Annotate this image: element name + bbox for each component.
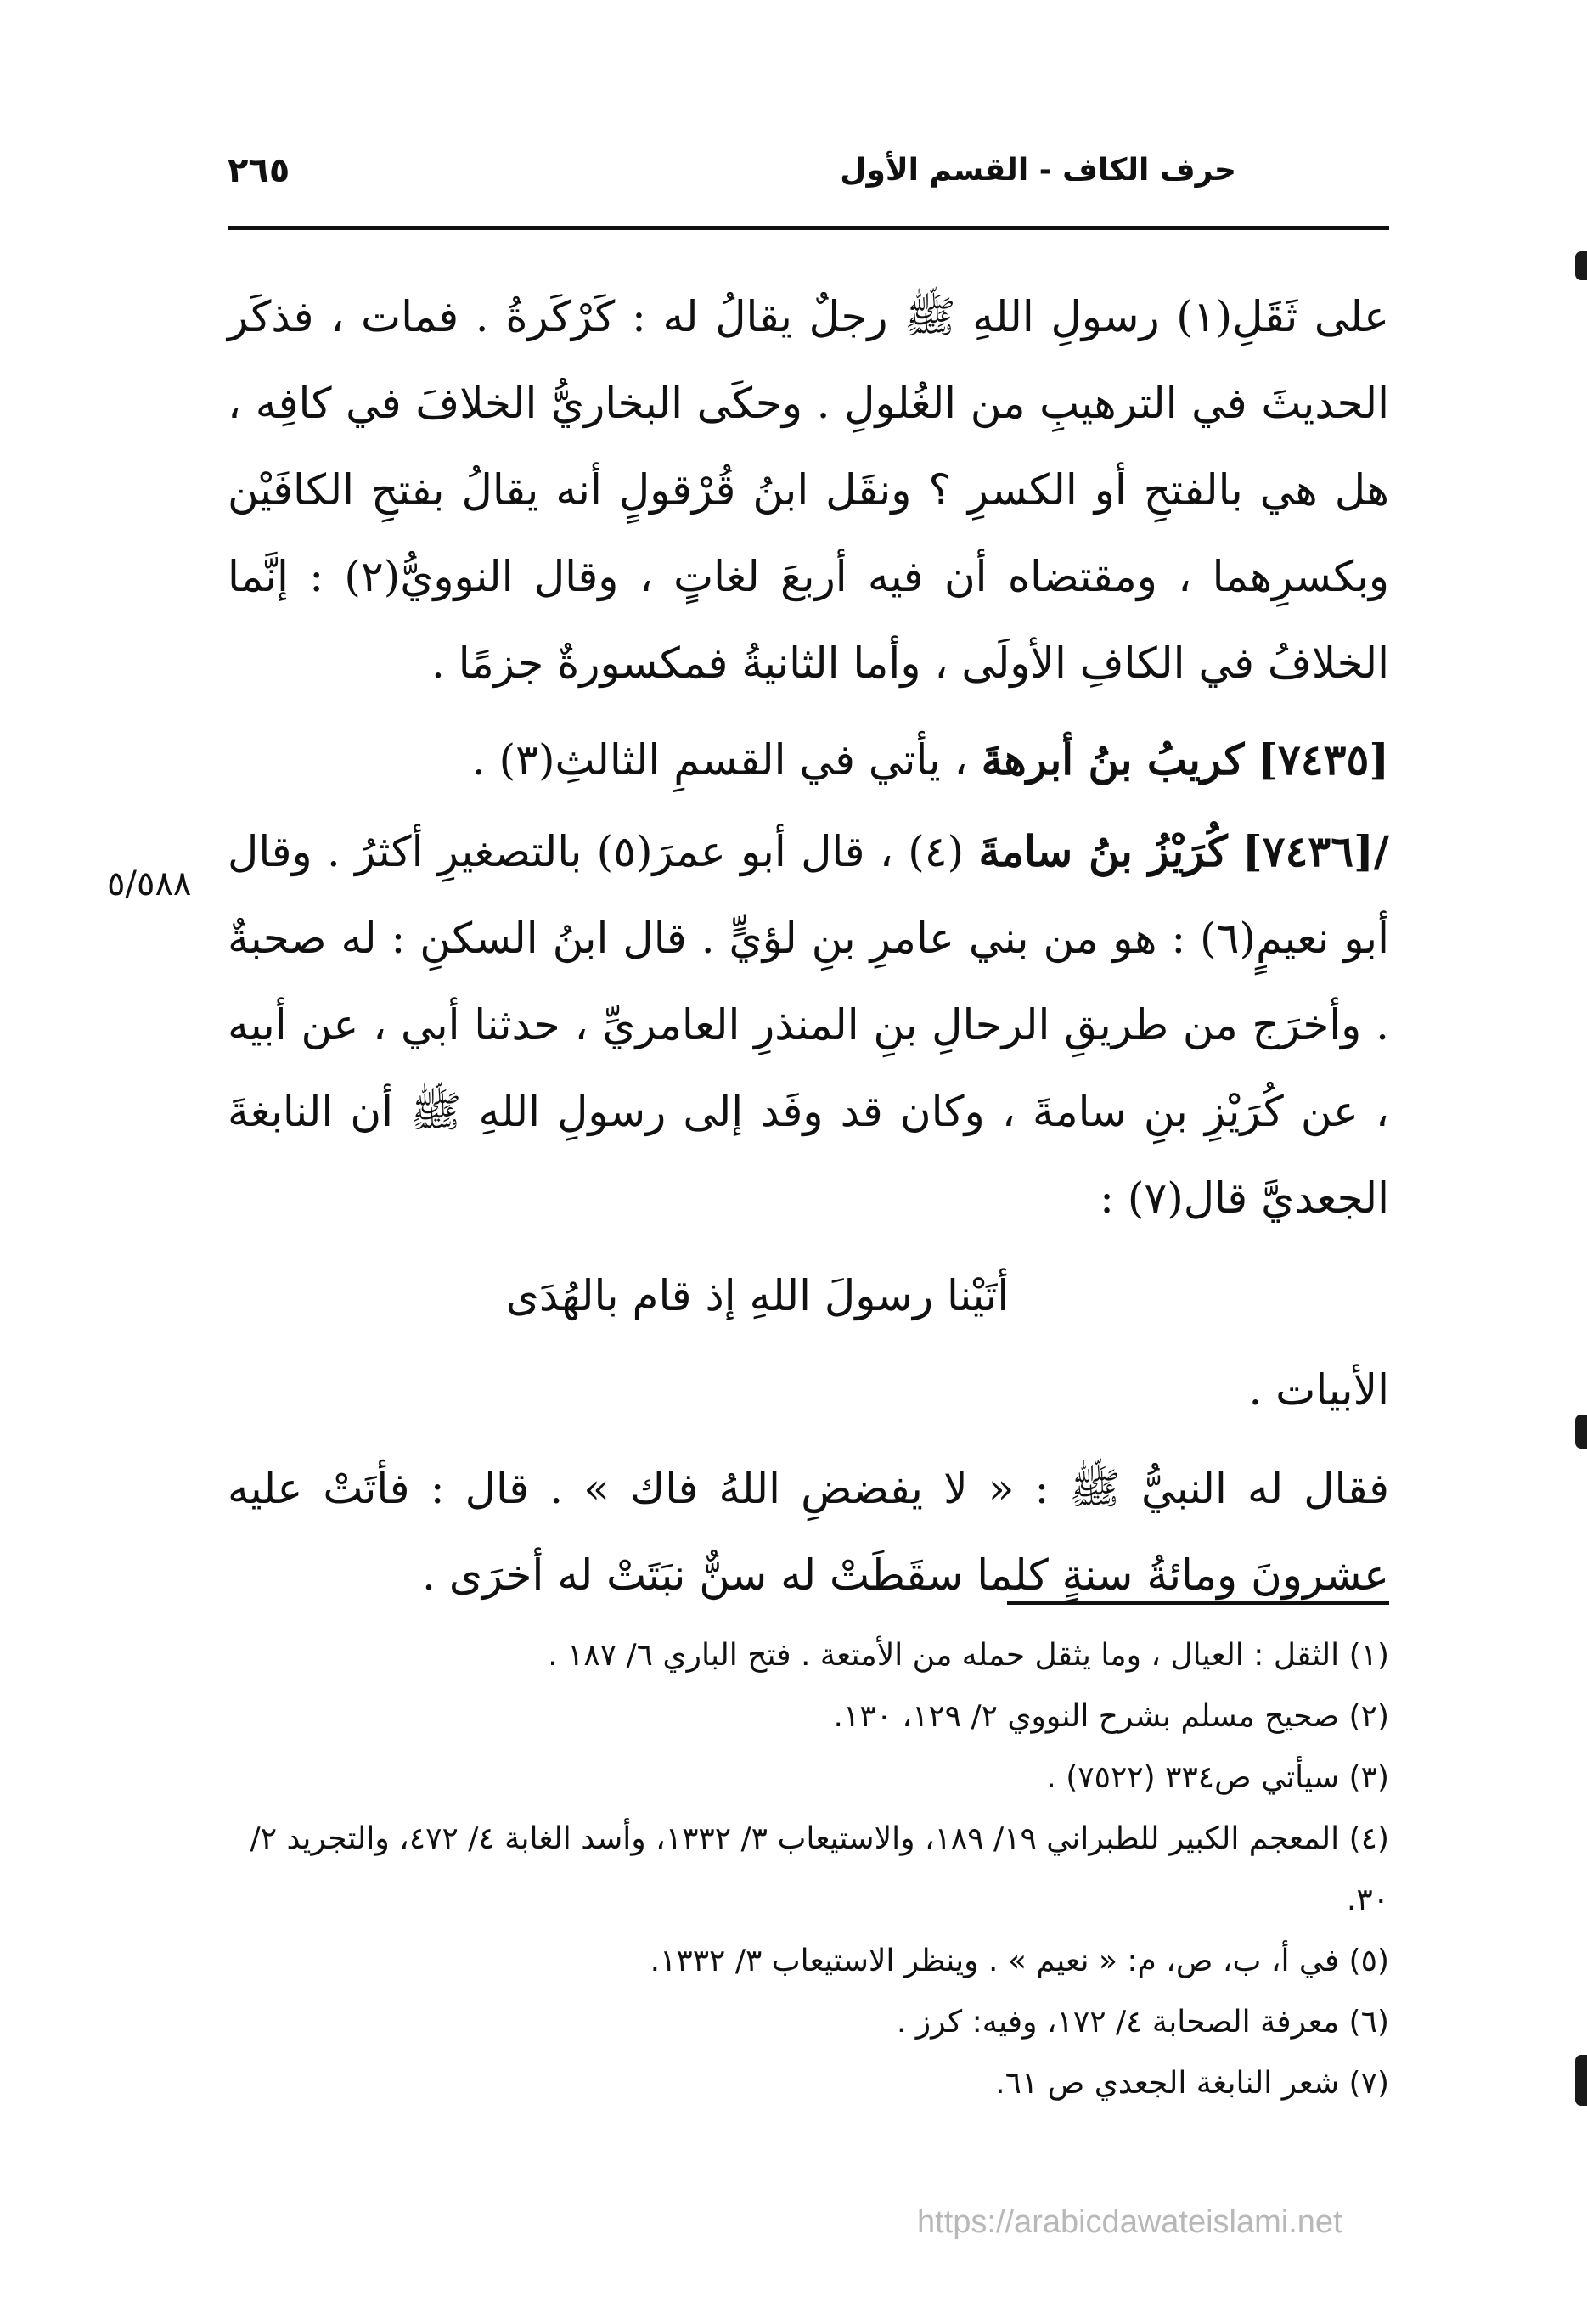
poem-verse: أتَيْنا رسولَ اللهِ إذ قام بالهُدَى <box>505 1271 1010 1320</box>
footnote-5: (٥) في أ، ب، ص، م: « نعيم » . وينظر الاستيعاب ٣/ ١٣٣٢. <box>650 1944 1389 1978</box>
entry-name: كريبُ بنُ أبرهةَ <box>981 734 1245 785</box>
paragraph-1: على ثَقَلِ(١) رسولِ اللهِ ﷺ رجلٌ يقالُ له : كَرْكَرةُ . فمات ، فذكَر الحديثَ في الترهيبِ من الغُلولِ . وحكَى البخاريُّ الخلافَ في كافِه ، هل هي بالفتحِ أو الكسرِ ؟ ونقَل ابنُ قُرْقولٍ أنه يقالُ بفتحِ الكافَيْن وبكسرِهما ، ومقتضاه أن فيه أربعَ لغاتٍ ، وقال النوويُّ(٢) : إنَّما الخلافُ في الكافِ الأولَى ، وأما الثانيةُ فمكسورةٌ جزمًا . <box>228 292 1389 688</box>
footnote-1: (١) الثقل : العيال ، وما يثقل حمله من الأمتعة . فتح الباري ٦/ ١٨٧ . <box>548 1638 1389 1673</box>
watermark-url: https://arabicdawateislami.net <box>917 2204 1342 2240</box>
main-text <box>228 273 1389 1618</box>
footnotes-rule <box>1007 1601 1389 1605</box>
entry-name: كُرَيْزُ بنُ سامةَ <box>978 826 1228 876</box>
header-rule <box>228 226 1389 230</box>
margin-reference: ٥/٥٨٨ <box>107 864 192 903</box>
entry-7435 <box>228 717 1389 803</box>
page-number: ٢٦٥ <box>228 151 290 190</box>
footnotes <box>228 1625 1389 2114</box>
page-header <box>228 151 1389 202</box>
scan-edge-mark-top <box>1575 251 1587 280</box>
entry-number: /[٧٤٣٦] <box>1241 826 1389 876</box>
footnote-4: (٤) المعجم الكبير للطبراني ١٩/ ١٨٩، والاستيعاب ٣/ ١٣٣٢، وأسد الغابة ٤/ ٤٧٢، والتجريد ٢/ ٣٠. <box>250 1821 1389 1917</box>
verses-label: الأبيات . <box>1248 1365 1389 1415</box>
running-head: حرف الكاف - القسم الأول <box>840 153 1236 188</box>
scan-edge-mark-bottom <box>1575 2055 1587 2106</box>
entry-number: [٧٤٣٥] <box>1258 734 1389 785</box>
entry-text: (٤) ، قال أبو عمرَ(٥) بالتصغيرِ أكثرُ . وقال أبو نعيمٍ(٦) : هو من بني عامرِ بنِ لؤيٍّ . قال ابنُ السكنِ : له صحبةٌ . وأخرَج من طريقِ الرحالِ بنِ المنذرِ العامريِّ ، حدثنا أبي ، عن أبيه ، عن كُرَيْزِ بنِ سامةَ ، وكان قد وفَد إلى رسولِ اللهِ ﷺ أن النابغةَ الجعديَّ قال(٧) : <box>228 827 1389 1223</box>
footnote-3: (٣) سيأتي ص٣٣٤ (٧٥٢٢) . <box>1046 1760 1389 1795</box>
footnote-6: (٦) معرفة الصحابة ٤/ ١٧٢، وفيه: كرز . <box>896 2005 1389 2040</box>
scan-edge-mark-middle <box>1575 1415 1587 1449</box>
footnote-2: (٢) صحيح مسلم بشرح النووي ٢/ ١٢٩، ١٣٠. <box>833 1699 1389 1734</box>
paragraph-2: فقال له النبيُّ ﷺ : « لا يفضضِ اللهُ فاك » . قال : فأتَتْ عليه عشرونَ ومائةُ سنةٍ كلما سقَطَتْ له سنٌّ نبَتَتْ له أخرَى . <box>228 1464 1389 1600</box>
entry-text: ، يأتي في القسمِ الثالثِ(٣) . <box>471 735 968 785</box>
footnote-7: (٧) شعر النابغة الجعدي ص ٦١. <box>995 2066 1389 2101</box>
entry-7436 <box>228 808 1389 1241</box>
